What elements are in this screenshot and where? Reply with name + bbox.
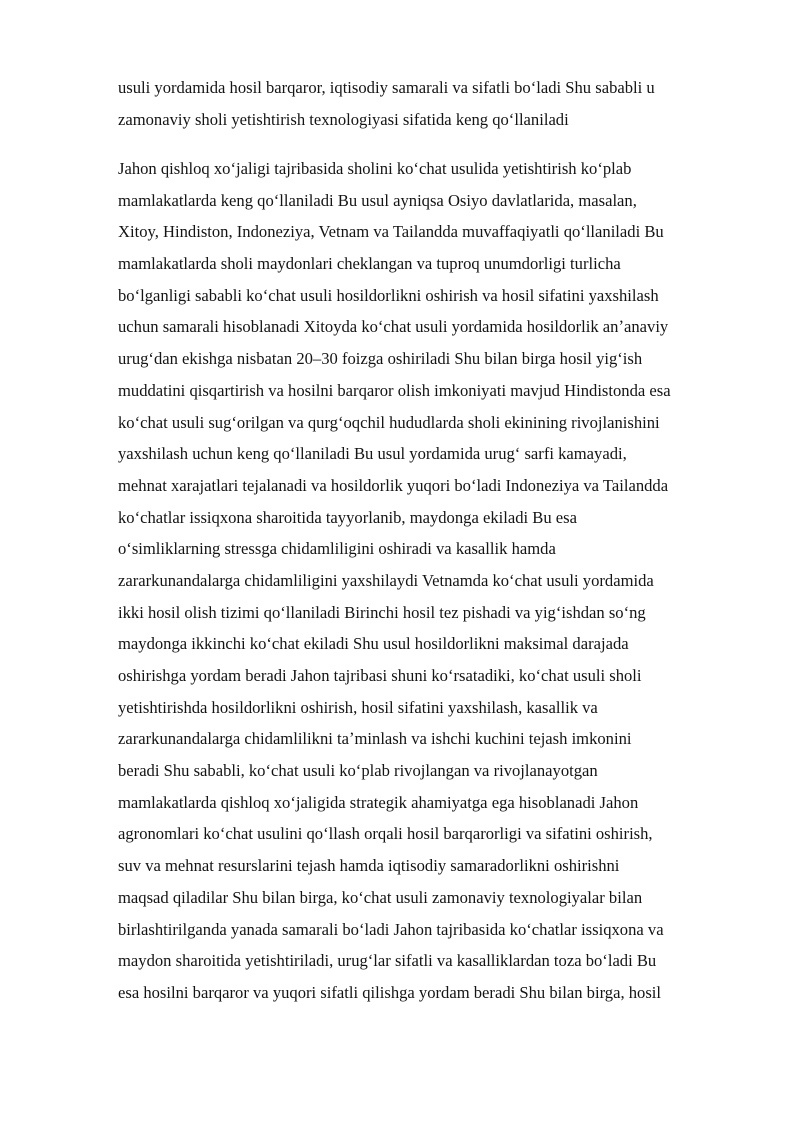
text-line: ikki hosil olish tizimi qoʻllaniladi Birinchi hosil tez pishadi va yigʻishdan soʻng	[118, 602, 646, 622]
text-line: mamlakatlarda sholi maydonlari cheklangan va tuproq unumdorligi turlicha	[118, 254, 621, 274]
text-line: maydonga ikkinchi koʻchat ekiladi Shu usul hosildorlikni maksimal darajada	[118, 634, 629, 654]
text-line: muddatini qisqartirish va hosilni barqaror olish imkoniyati mavjud Hindistonda esa	[118, 380, 671, 400]
paragraph-1	[118, 72, 748, 135]
text-line: zamonaviy sholi yetishtirish texnologiyasi sifatida keng qoʻllaniladi	[118, 109, 569, 129]
text-line: oshirishga yordam beradi Jahon tajribasi shuni koʻrsatadiki, koʻchat usuli sholi	[118, 666, 642, 685]
text-line: yetishtirishda hosildorlikni oshirish, hosil sifatini yaxshilash, kasallik va	[118, 697, 598, 717]
text-line: boʻlganligi sababli koʻchat usuli hosildorlikni oshirish va hosil sifatini yaxshilash	[118, 285, 659, 305]
text-line: mamlakatlarda qishloq xoʻjaligida strategik ahamiyatga ega hisoblanadi Jahon	[118, 792, 639, 812]
text-line: mamlakatlarda keng qoʻllaniladi Bu usul ayniqsa Osiyo davlatlarida, masalan,	[118, 190, 637, 210]
text-line: yaxshilash uchun keng qoʻllaniladi Bu usul yordamida urugʻ sarfi kamayadi,	[118, 444, 627, 464]
text-line: uchun samarali hisoblanadi Xitoyda koʻchat usuli yordamida hosildorlik anʼanaviy	[118, 317, 669, 337]
text-line: zararkunandalarga chidamlilikni taʼminlash va ishchi kuchini tejash imkonini	[118, 729, 632, 749]
text-line: maydon sharoitida yetishtiriladi, urugʻlar sifatli va kasalliklardan toza boʻladi Bu	[118, 951, 657, 971]
text-line: koʻchatlar issiqxona sharoitida tayyorlanib, maydonga ekiladi Bu esa	[118, 507, 577, 527]
text-line: agronomlari koʻchat usulini qoʻllash orqali hosil barqarorligi va sifatini oshirish,	[118, 824, 653, 844]
text-line: esa hosilni barqaror va yuqori sifatli qilishga yordam beradi Shu bilan birga, hosil	[118, 982, 662, 1002]
text-line: beradi Shu sababli, koʻchat usuli koʻplab rivojlangan va rivojlanayotgan	[118, 761, 598, 781]
text-line: Xitoy, Hindiston, Indoneziya, Vetnam va Tailandda muvaffaqiyatli qoʻllaniladi Bu	[118, 222, 664, 242]
text-line: birlashtirilganda yanada samarali boʻladi Jahon tajribasida koʻchatlar issiqxona va	[118, 919, 664, 939]
text-line: maqsad qiladilar Shu bilan birga, koʻchat usuli zamonaviy texnologiyalar bilan	[118, 887, 643, 907]
text-line: usuli yordamida hosil barqaror, iqtisodiy samarali va sifatli boʻladi Shu sababli u	[118, 78, 655, 97]
text-line: zararkunandalarga chidamliligini yaxshilaydi Vetnamda koʻchat usuli yordamida	[118, 570, 654, 590]
text-line: oʻsimliklarning stressga chidamliligini oshiradi va kasallik hamda	[118, 539, 556, 559]
text-line: mehnat xarajatlari tejalanadi va hosildorlik yuqori boʻladi Indoneziya va Tailandda	[118, 475, 669, 495]
text-line: suv va mehnat resurslarini tejash hamda iqtisodiy samaradorlikni oshirishni	[118, 856, 620, 876]
text-line: koʻchat usuli sugʻorilgan va qurgʻoqchil hududlarda sholi ekinining rivojlanishini	[118, 412, 660, 432]
text-line: urugʻdan ekishga nisbatan 20–30 foizga oshiriladi Shu bilan birga hosil yigʻish	[118, 349, 643, 369]
paragraph-2	[118, 153, 748, 1009]
text-line: Jahon qishloq xoʻjaligi tajribasida sholini koʻchat usulida yetishtirish koʻplab	[118, 159, 632, 178]
